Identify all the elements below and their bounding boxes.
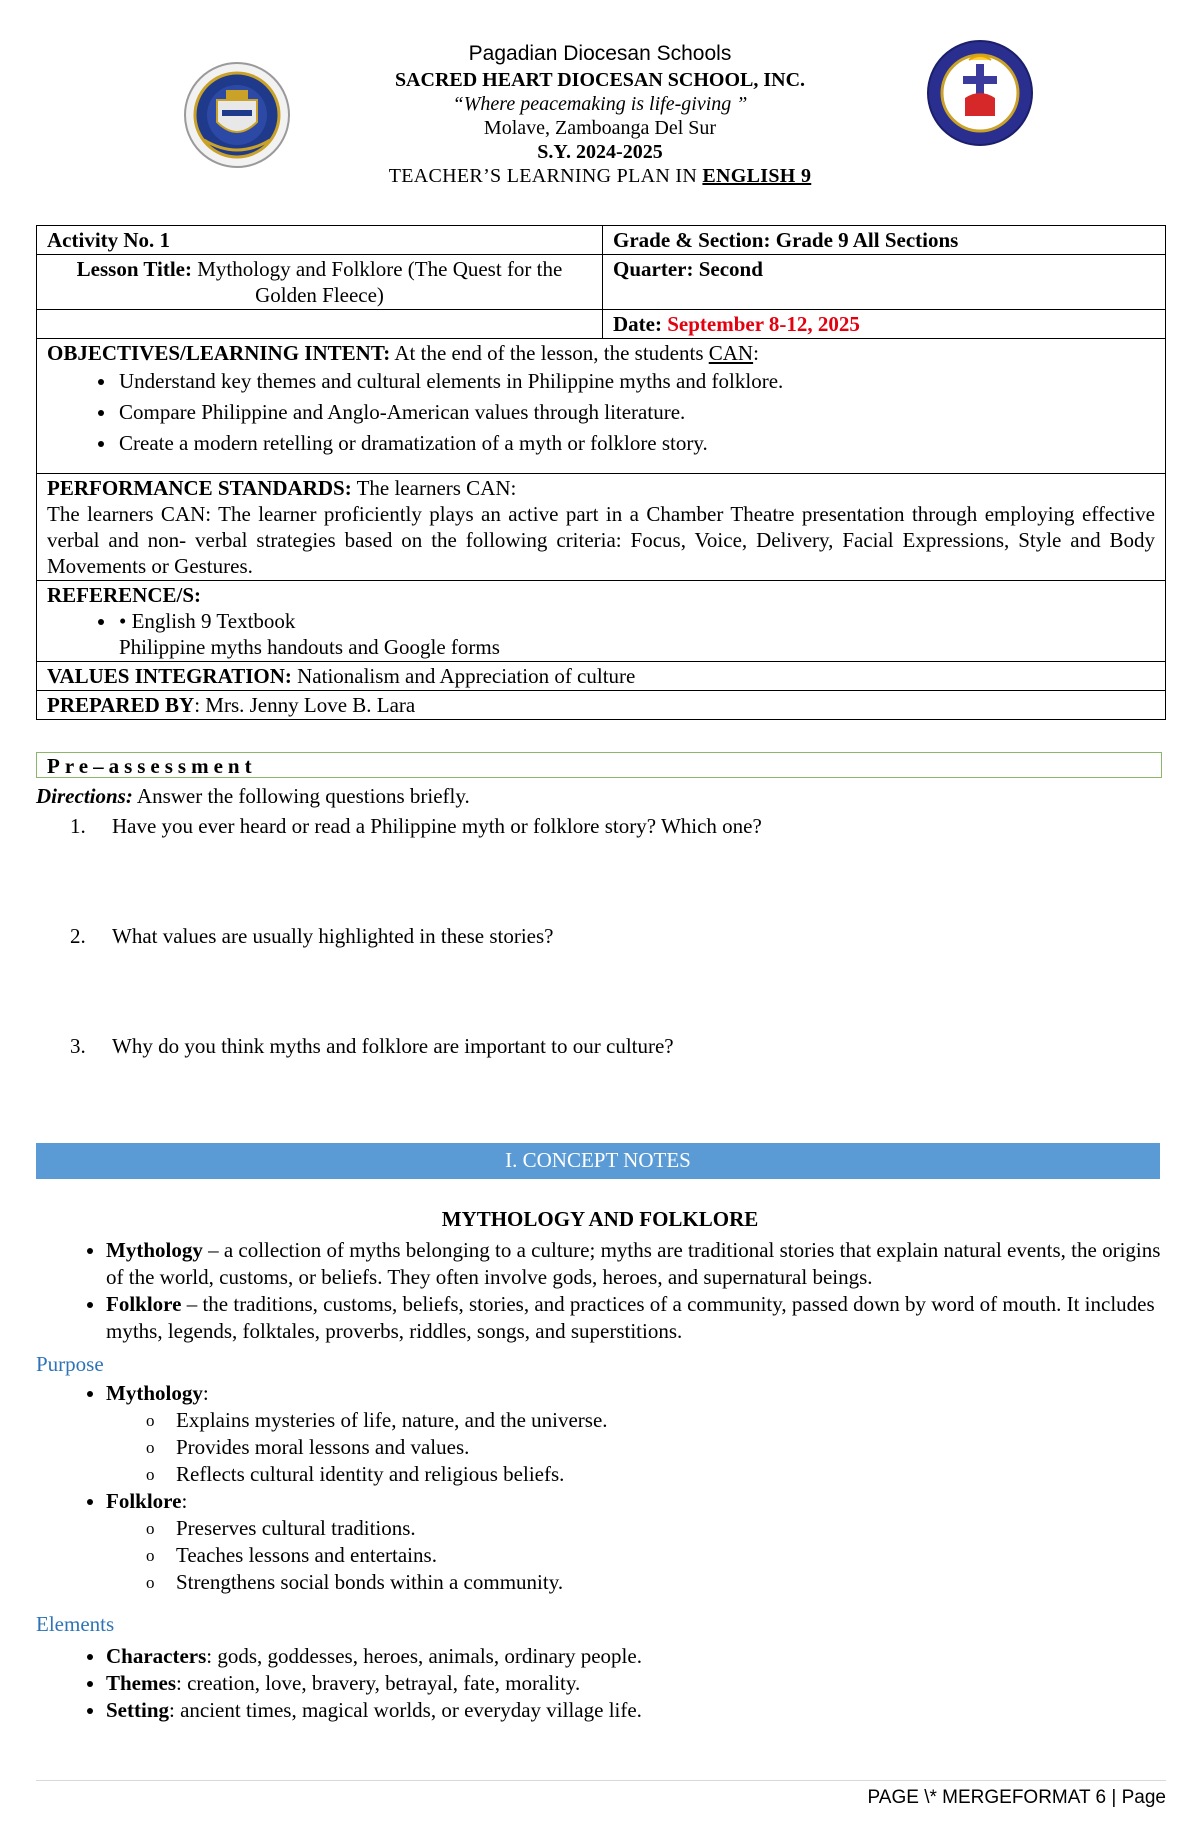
- question-item: [70, 813, 762, 839]
- quarter-value: Second: [698, 257, 763, 281]
- list-item: • Create a modern retelling or dramatization of a myth or folklore story.: [117, 428, 1155, 459]
- reference-textbook: • English 9 Textbook: [119, 609, 296, 633]
- term: Folklore: [106, 1292, 182, 1316]
- sub-list-text: Reflects cultural identity and religious beliefs.: [176, 1462, 565, 1486]
- sub-list-text: Provides moral lessons and values.: [176, 1435, 470, 1459]
- organization-name: Pagadian Diocesan Schools: [468, 42, 732, 65]
- school-name: SACRED HEART DIOCESAN SCHOOL, INC.: [394, 69, 806, 91]
- purpose-section: [36, 1380, 1166, 1596]
- list-item: [106, 1697, 1166, 1724]
- lesson-title-label: Lesson Title:: [76, 257, 192, 281]
- reference-handouts: Philippine myths handouts and Google forms: [119, 635, 500, 659]
- sub-list-text: Strengthens social bonds within a community.: [176, 1570, 564, 1594]
- objectives-label: OBJECTIVES/LEARNING INTENT:: [47, 341, 391, 365]
- list-item: [106, 1237, 1166, 1291]
- date-cell: [603, 310, 1166, 339]
- sub-list-item: [146, 1569, 1166, 1596]
- school-location: Molave, Zamboanga Del Sur: [483, 117, 717, 139]
- performance-standards-cell: [37, 474, 1166, 581]
- sub-list-item: [146, 1461, 1166, 1488]
- quarter-label: Quarter:: [613, 257, 694, 281]
- sub-list-text: Explains mysteries of life, nature, and the universe.: [176, 1408, 608, 1432]
- objectives-colon: :: [753, 341, 759, 365]
- bullet: o: [146, 1519, 155, 1538]
- prepared-text: : Mrs. Jenny Love B. Lara: [194, 693, 416, 717]
- section-subtitle: MYTHOLOGY AND FOLKLORE: [441, 1207, 759, 1231]
- school-year: S.Y. 2024-2025: [537, 141, 663, 163]
- purpose-mythology: Mythology: [106, 1381, 203, 1405]
- definition: : ancient times, magical worlds, or everyday village life.: [169, 1698, 642, 1722]
- list-item: [106, 1488, 1166, 1596]
- concept-notes-banner: I. CONCEPT NOTES: [36, 1143, 1160, 1179]
- performance-intro: The learners CAN:: [356, 476, 517, 500]
- purpose-list: [36, 1380, 1166, 1596]
- lesson-plan-table: [36, 225, 1166, 720]
- directions-label: Directions:: [36, 784, 133, 808]
- question-number: 3.: [70, 1034, 86, 1058]
- plan-title: [0, 164, 1200, 188]
- question-item: [70, 1033, 674, 1059]
- purpose-heading: Purpose: [36, 1352, 104, 1376]
- date-value: September 8-12, 2025: [667, 312, 860, 336]
- question-item: [70, 923, 553, 949]
- objectives-cell: [37, 339, 1166, 474]
- grade-label: Grade & Section:: [613, 228, 771, 252]
- grade-value: Grade 9 All Sections: [775, 228, 959, 252]
- prepared-label: PREPARED BY: [47, 693, 195, 717]
- bullet: o: [146, 1546, 155, 1565]
- sub-list-text: Teaches lessons and entertains.: [176, 1543, 437, 1567]
- question-number: 1.: [70, 814, 86, 838]
- list-item: [117, 608, 1155, 660]
- objectives-intro: At the end of the lesson, the students: [394, 341, 704, 365]
- elements-list: [36, 1643, 1166, 1724]
- sub-list-item: [146, 1407, 1166, 1434]
- directions-text: Answer the following questions briefly.: [136, 784, 470, 808]
- bullet: o: [146, 1438, 155, 1457]
- footer-divider: [36, 1780, 1166, 1781]
- sub-list-item: [146, 1542, 1166, 1569]
- quarter-cell: [603, 255, 1166, 310]
- objectives-list: [47, 366, 1155, 459]
- question-text: Why do you think myths and folklore are important to our culture?: [112, 1034, 674, 1058]
- values-text: Nationalism and Appreciation of culture: [297, 664, 636, 688]
- sub-list-text: Preserves cultural traditions.: [176, 1516, 416, 1540]
- colon: :: [181, 1489, 188, 1513]
- definition: : gods, goddesses, heroes, animals, ordinary people.: [206, 1644, 642, 1668]
- question-text: What values are usually highlighted in these stories?: [112, 924, 554, 948]
- term: Themes: [106, 1671, 176, 1695]
- activity-number: Activity No. 1: [47, 228, 171, 252]
- definition: – a collection of myths belonging to a culture; myths are traditional stories that explain natural events, the origins of the world, customs, or beliefs. They often involve gods, heroes, and supernatural beings.: [106, 1238, 1161, 1289]
- definitions: [36, 1237, 1166, 1345]
- performance-label: PERFORMANCE STANDARDS:: [47, 476, 352, 500]
- sub-list-item: [146, 1434, 1166, 1461]
- definition: – the traditions, customs, beliefs, stories, and practices of a community, passed down by word of mouth. It includes myths, legends, folktales, proverbs, riddles, songs, and superstitions.: [106, 1292, 1155, 1343]
- prepared-by-cell: [37, 691, 1166, 720]
- colon: :: [202, 1381, 209, 1405]
- pre-assessment-heading: Pre–assessment: [36, 752, 1162, 778]
- bullet: o: [146, 1573, 155, 1592]
- sub-list: [106, 1407, 1166, 1488]
- references-list: [47, 608, 1155, 660]
- definition: : creation, love, bravery, betrayal, fate, morality.: [176, 1671, 581, 1695]
- directions: [36, 783, 470, 809]
- page-footer: PAGE \* MERGEFORMAT 6 | Page: [867, 1787, 1166, 1808]
- list-item: [106, 1291, 1166, 1345]
- plan-subject: ENGLISH 9: [702, 165, 812, 187]
- term: Mythology: [106, 1238, 203, 1262]
- activity-cell: [37, 226, 603, 255]
- values-label: VALUES INTEGRATION:: [47, 664, 292, 688]
- list-item: [106, 1380, 1166, 1488]
- school-motto: “Where peacemaking is life-giving ”: [452, 93, 748, 115]
- references-cell: [37, 581, 1166, 662]
- empty-cell: [37, 310, 603, 339]
- values-integration-cell: [37, 662, 1166, 691]
- sub-list-item: [146, 1515, 1166, 1542]
- definitions-list: [36, 1237, 1166, 1345]
- bullet: o: [146, 1411, 155, 1430]
- performance-text: The learners CAN: The learner proficiently plays an active part in a Chamber Theatre presentation through employing effective verbal and non- verbal strategies based on the following criteria: Focus, Voice, Delivery, Facial Expressions, Style and Body Movements or Gestures.: [47, 502, 1155, 578]
- term: Characters: [106, 1644, 207, 1668]
- date-label: Date:: [613, 312, 662, 336]
- elements-heading: Elements: [36, 1612, 115, 1636]
- objectives-can: CAN: [708, 341, 754, 365]
- term: Setting: [106, 1698, 169, 1722]
- grade-cell: [603, 226, 1166, 255]
- question-text: Have you ever heard or read a Philippine myth or folklore story? Which one?: [112, 814, 762, 838]
- question-number: 2.: [70, 924, 86, 948]
- list-item: • Compare Philippine and Anglo-American values through literature.: [117, 397, 1155, 428]
- list-item: [106, 1643, 1166, 1670]
- lesson-title-cell: [37, 255, 603, 310]
- list-item: • Understand key themes and cultural elements in Philippine myths and folklore.: [117, 366, 1155, 397]
- purpose-folklore: Folklore: [106, 1489, 182, 1513]
- sub-list: [106, 1515, 1166, 1596]
- lesson-title-value: Mythology and Folklore (The Quest for the Golden Fleece): [197, 257, 563, 307]
- bullet: o: [146, 1465, 155, 1484]
- references-label: REFERENCE/S:: [47, 583, 202, 607]
- list-item: [106, 1670, 1166, 1697]
- elements-section: [36, 1643, 1166, 1724]
- plan-title-prefix: TEACHER’S LEARNING PLAN IN: [388, 165, 698, 187]
